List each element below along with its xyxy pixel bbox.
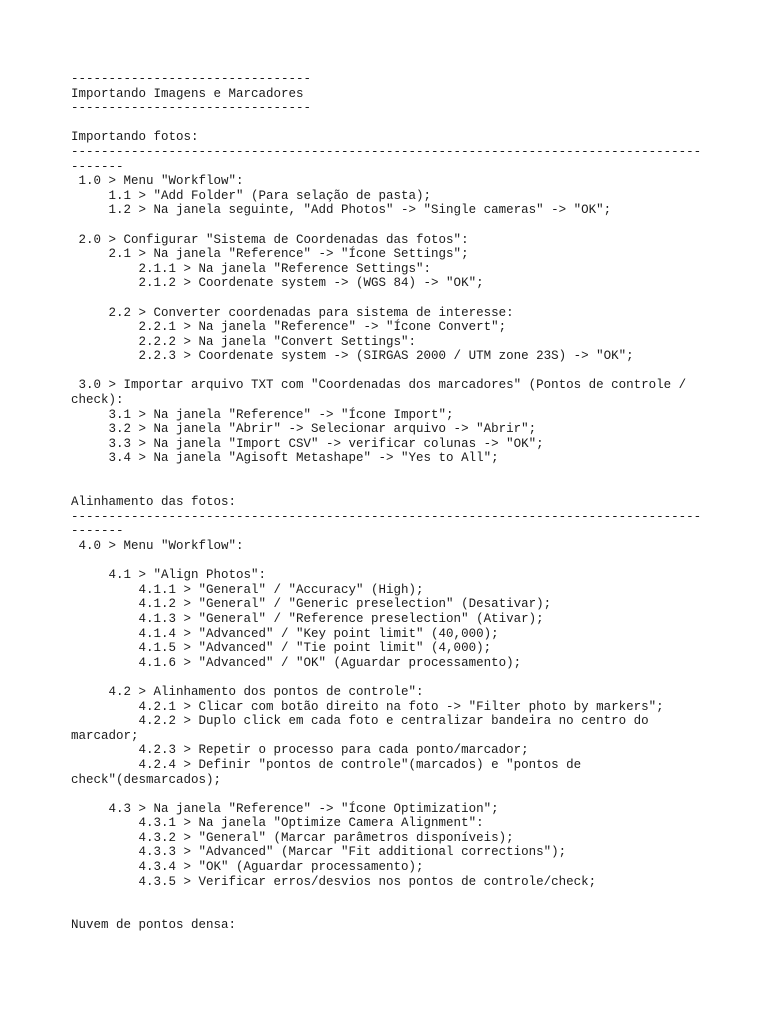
document-line: 2.2 > Converter coordenadas para sistema de interesse:: [71, 305, 514, 320]
document-line: [71, 466, 701, 481]
document-line: [71, 554, 701, 569]
document-line: 4.3.4 > "OK" (Aguardar processamento);: [71, 860, 424, 875]
document-line: 3.4 > Na janela "Agisoft Metashape" -> "Yes to All";: [71, 451, 499, 466]
document-line: check):: [71, 393, 124, 408]
document-line: --------------------------------: [71, 72, 312, 86]
document-line: 4.3.5 > Verificar erros/desvios nos pontos de controle/check;: [71, 874, 597, 889]
document-text: [71, 72, 701, 933]
document-line: 1.1 > "Add Folder" (Para selação de pasta);: [71, 188, 432, 203]
document-line: 4.3.3 > "Advanced" (Marcar "Fit additional corrections");: [71, 845, 567, 860]
document-line: 2.2.3 > Coordenate system -> (SIRGAS 2000 / UTM zone 23S) -> "OK";: [71, 349, 634, 364]
document-line: [71, 889, 701, 904]
document-line: 4.1.5 > "Advanced" / "Tie point limit" (4,000);: [71, 641, 492, 656]
document-line: Nuvem de pontos densa:: [71, 918, 237, 933]
document-line: --------------------------------: [71, 101, 312, 116]
document-line: -------: [71, 524, 124, 539]
document-line: 4.2.1 > Clicar com botão direito na foto -> "Filter photo by markers";: [71, 699, 664, 714]
document-line: 4.1.3 > "General" / "Reference preselection" (Ativar);: [71, 611, 544, 626]
document-line: [71, 116, 701, 131]
document-line: Importando fotos:: [71, 130, 199, 145]
document-line: 4.1.4 > "Advanced" / "Key point limit" (40,000);: [71, 626, 499, 641]
document-line: 2.1.2 > Coordenate system -> (WGS 84) -> "OK";: [71, 276, 484, 291]
document-line: 4.2.3 > Repetir o processo para cada ponto/marcador;: [71, 743, 529, 758]
document-line: [71, 218, 701, 233]
document-line: 2.2.2 > Na janela "Convert Settings":: [71, 334, 417, 349]
document-line: 2.1 > Na janela "Reference" -> "Ícone Settings";: [71, 247, 469, 262]
document-line: Importando Imagens e Marcadores: [71, 86, 304, 101]
document-line: [71, 670, 701, 685]
document-line: marcador;: [71, 728, 139, 743]
document-line: 3.2 > Na janela "Abrir" -> Selecionar arquivo -> "Abrir";: [71, 422, 537, 437]
document-line: 4.3.2 > "General" (Marcar parâmetros disponíveis);: [71, 830, 514, 845]
document-line: 4.1.6 > "Advanced" / "OK" (Aguardar processamento);: [71, 655, 522, 670]
document-line: ------------------------------------------------------------------------------------: [71, 144, 702, 159]
document-line: [71, 481, 701, 496]
document-line: -------: [71, 159, 124, 174]
document-line: 4.3 > Na janela "Reference" -> "Ícone Optimization";: [71, 801, 499, 816]
document-line: [71, 904, 701, 919]
document-line: 4.2.4 > Definir "pontos de controle"(marcados) e "pontos de: [71, 757, 582, 772]
document-line: 2.0 > Configurar "Sistema de Coordenadas das fotos":: [71, 232, 469, 247]
document-line: 4.1.2 > "General" / "Generic preselection" (Desativar);: [71, 597, 552, 612]
document-line: check"(desmarcados);: [71, 772, 222, 787]
document-line: 1.0 > Menu "Workflow":: [71, 174, 244, 189]
document-line: [71, 787, 701, 802]
document-line: 4.1.1 > "General" / "Accuracy" (High);: [71, 582, 424, 597]
document-line: [71, 364, 701, 379]
document-line: 3.3 > Na janela "Import CSV" -> verificar colunas -> "OK";: [71, 436, 544, 451]
document-line: Alinhamento das fotos:: [71, 495, 237, 510]
document-line: 4.0 > Menu "Workflow":: [71, 539, 244, 553]
document-line: 3.1 > Na janela "Reference" -> "Ícone Import";: [71, 407, 454, 422]
document-line: 4.1 > "Align Photos":: [71, 568, 267, 583]
document-line: 4.2 > Alinhamento dos pontos de controle":: [71, 684, 424, 699]
document-line: ------------------------------------------------------------------------------------: [71, 509, 702, 524]
document-line: [71, 291, 701, 306]
document-line: 2.1.1 > Na janela "Reference Settings":: [71, 261, 432, 276]
document-line: 4.2.2 > Duplo click em cada foto e centralizar bandeira no centro do: [71, 714, 649, 729]
document-line: 3.0 > Importar arquivo TXT com "Coordenadas dos marcadores" (Pontos de controle /: [71, 378, 687, 393]
document-line: 1.2 > Na janela seguinte, "Add Photos" -> "Single cameras" -> "OK";: [71, 203, 612, 218]
document-line: 4.3.1 > Na janela "Optimize Camera Alignment":: [71, 816, 484, 831]
document-line: 2.2.1 > Na janela "Reference" -> "Ícone Convert";: [71, 320, 507, 335]
